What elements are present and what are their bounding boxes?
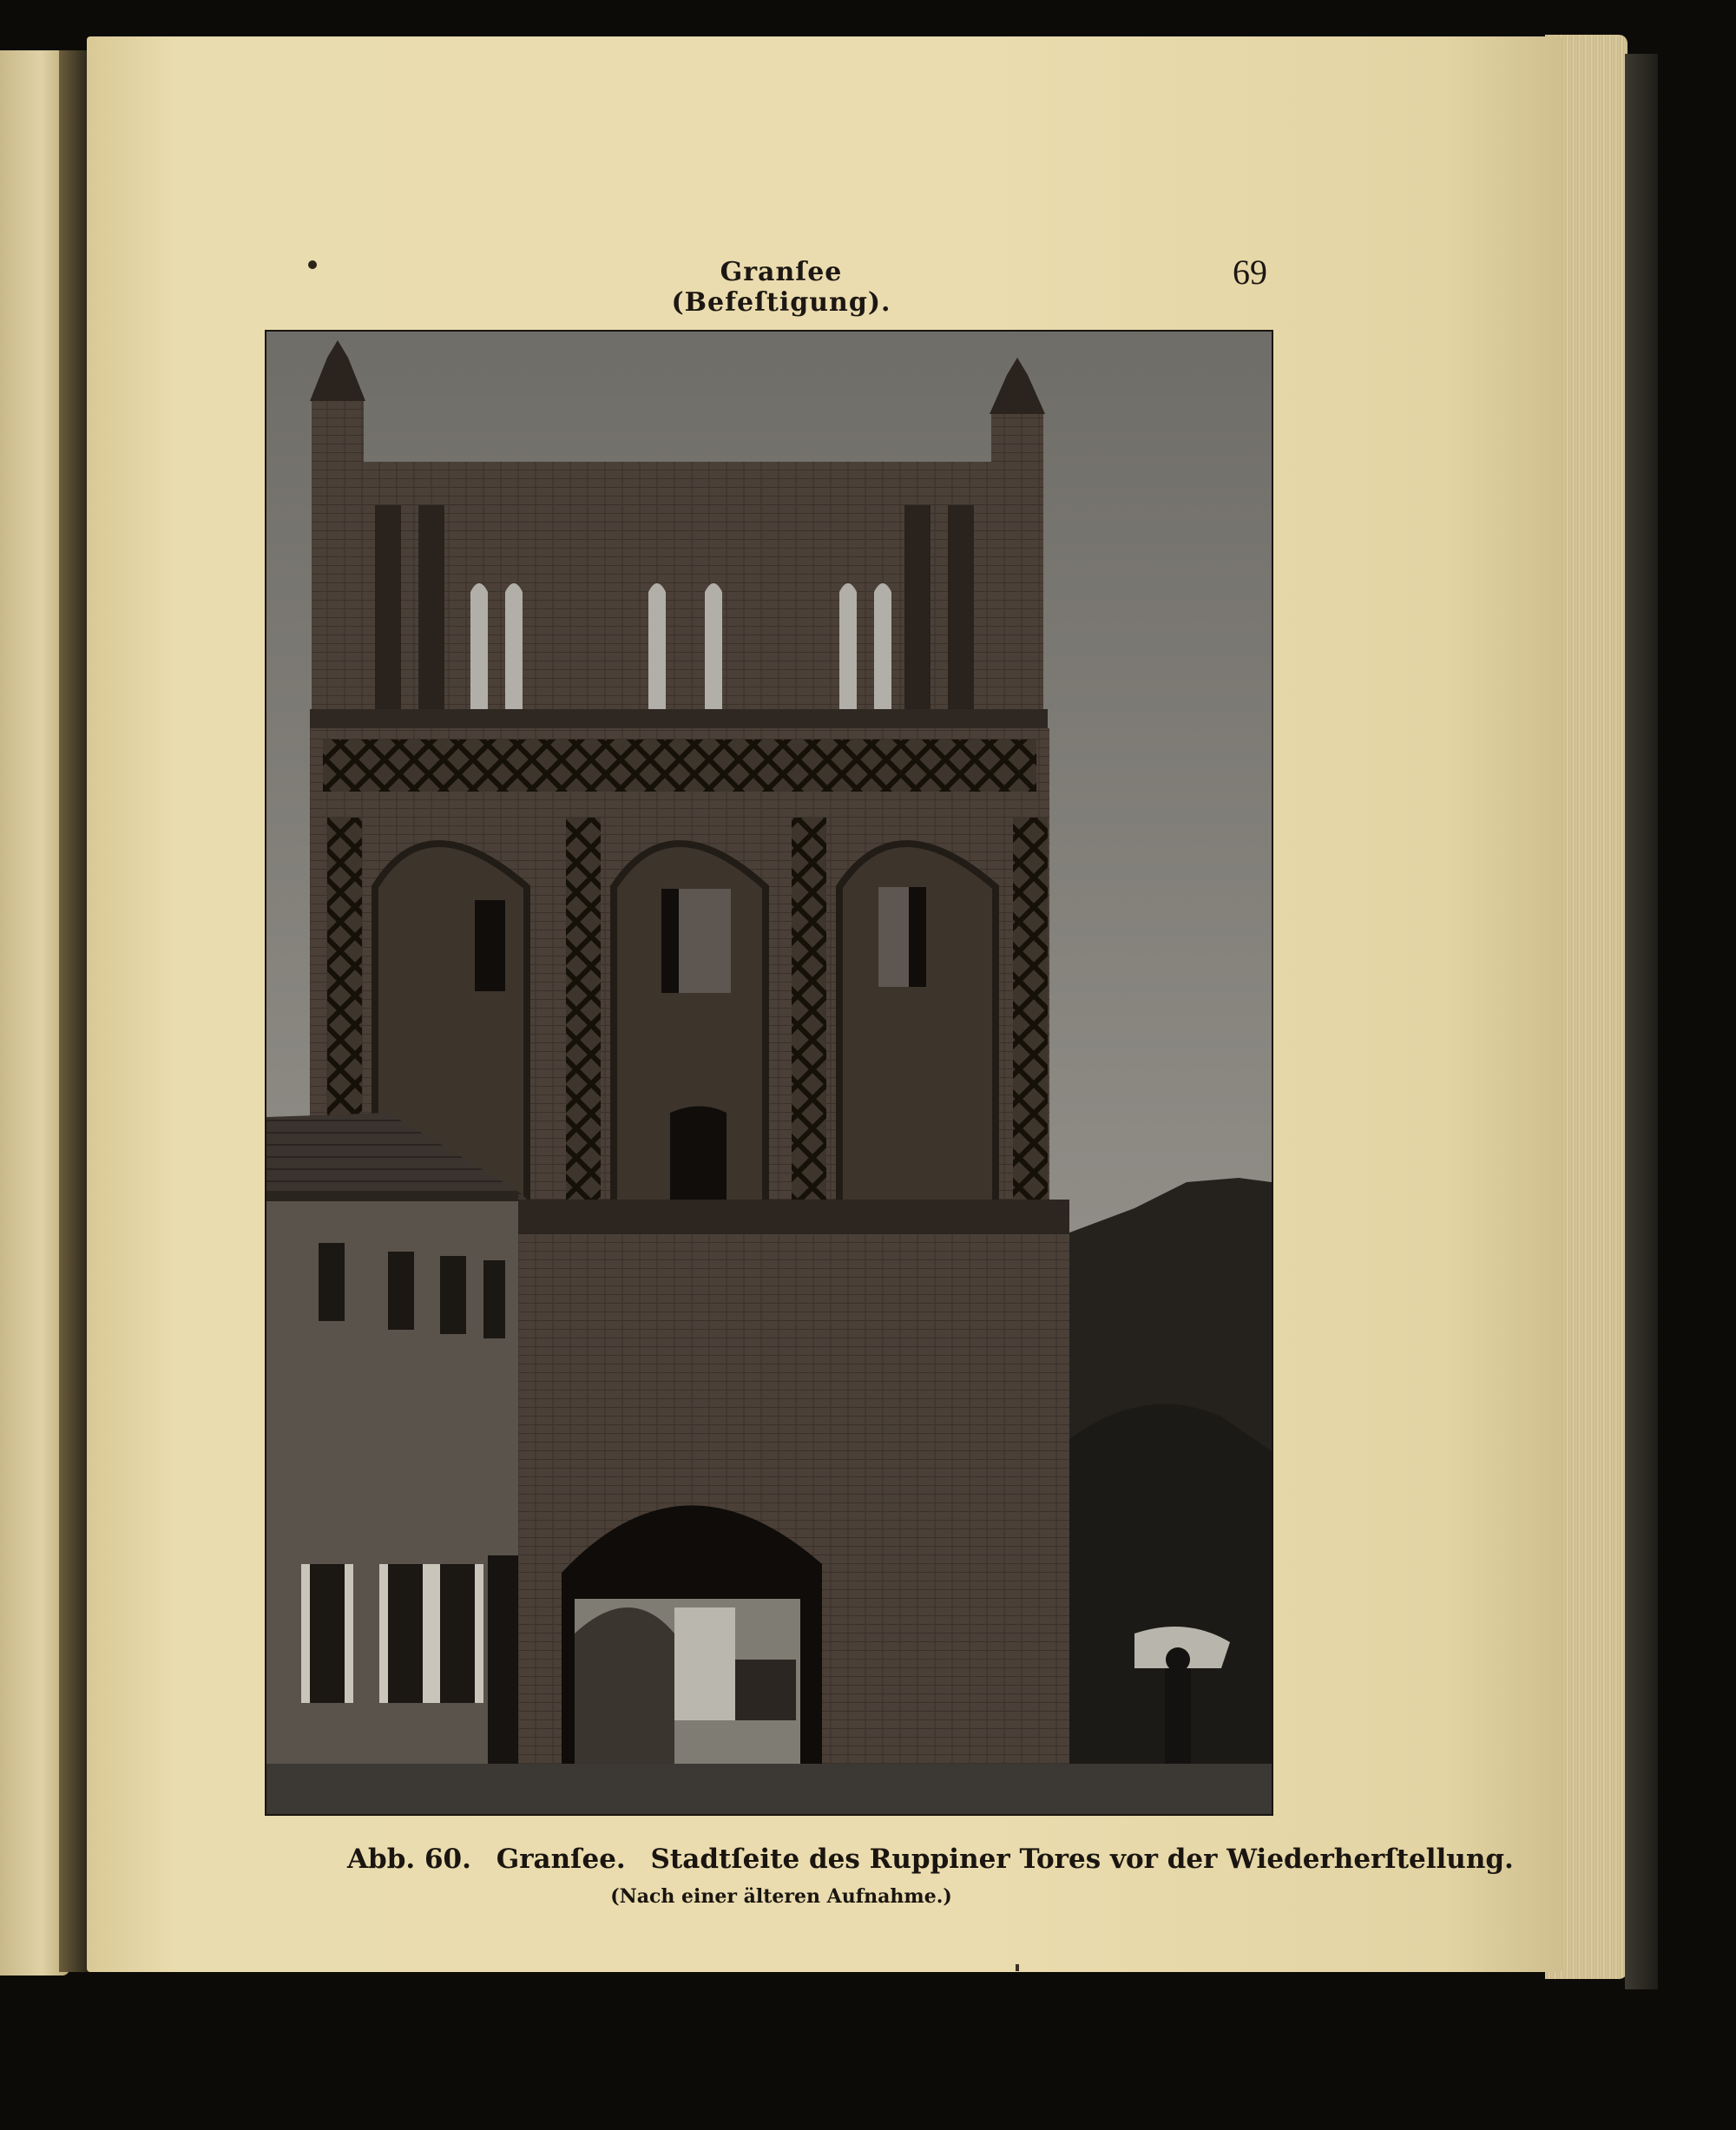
figure-caption (347, 1844, 1514, 1875)
figure-label: Abb. 60. (347, 1844, 471, 1875)
figure-source-note: (Nach einer älteren Aufnahme.) (610, 1885, 952, 1908)
running-head: Granſee (Befeſtigung). (671, 257, 891, 318)
figure-place: Granſee. (496, 1844, 626, 1875)
figure-title: Stadtſeite des Ruppiner Tores vor der Wiederherſtellung. (650, 1844, 1514, 1875)
house-left (266, 1113, 527, 1814)
print-speck (308, 260, 317, 269)
print-mark (1016, 1964, 1019, 1971)
gate-tower-photo (266, 332, 1272, 1814)
figure-photograph (265, 330, 1273, 1816)
page-number: 69 (1233, 253, 1267, 292)
book-cover-edge (1625, 54, 1658, 1989)
book-gutter (59, 50, 90, 1972)
